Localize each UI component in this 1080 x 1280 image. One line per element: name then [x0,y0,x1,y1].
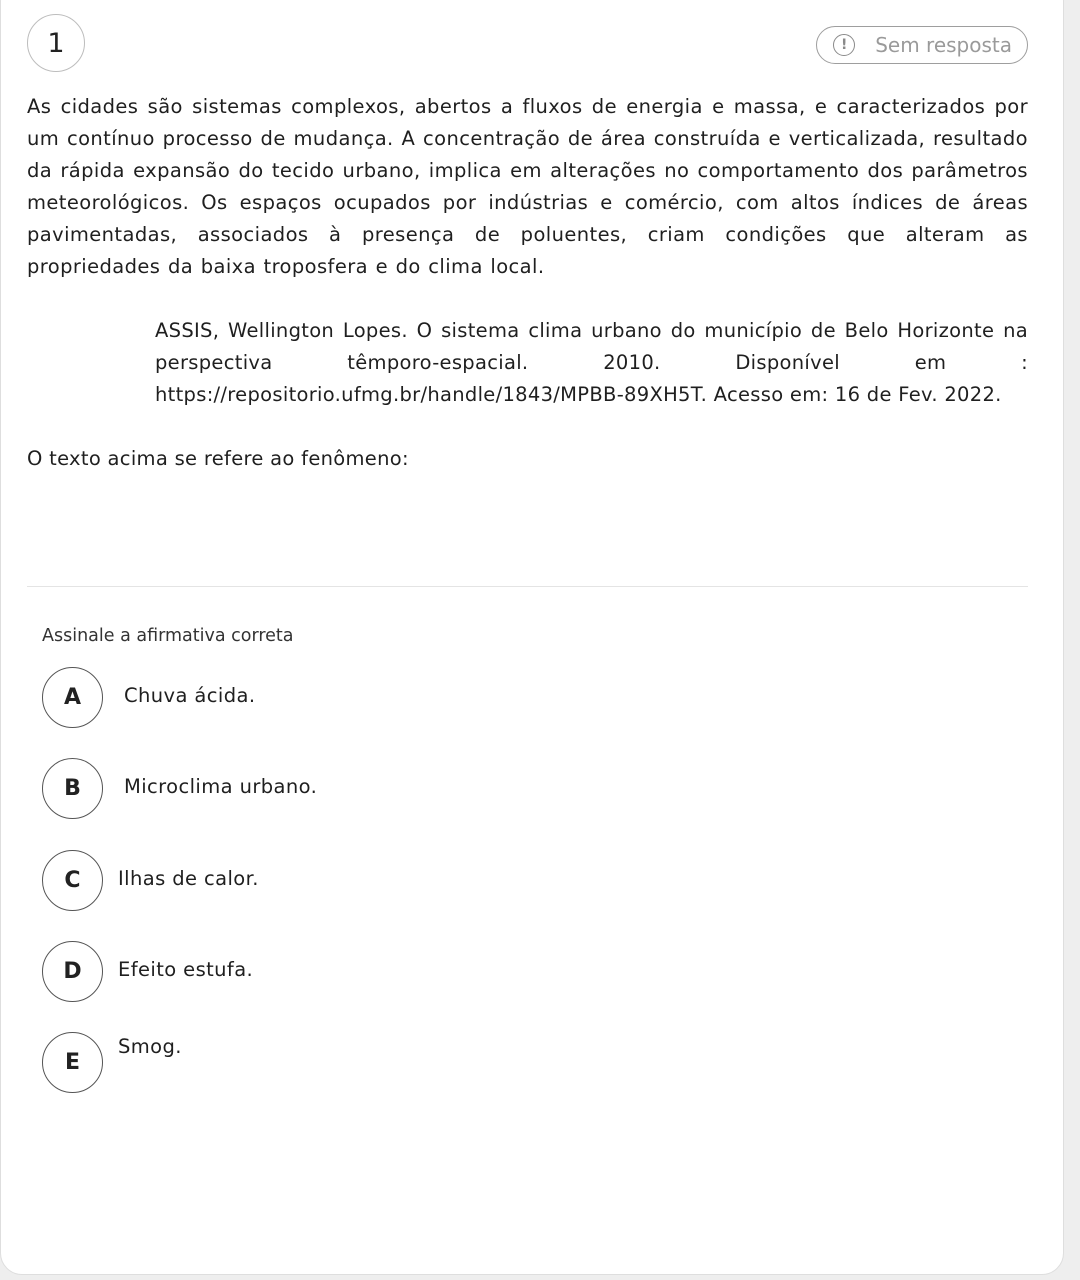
question-number: 1 [27,14,85,72]
status-badge [816,26,1028,64]
option-letter[interactable]: A [42,667,103,728]
option-e[interactable] [42,1032,1028,1093]
question-header [27,1,1028,75]
exclamation-circle-icon: ! [833,34,855,56]
status-label: Sem resposta [875,33,1012,57]
option-c[interactable] [42,850,1028,911]
answer-options [42,667,1028,1093]
option-label[interactable]: Microclima urbano. [124,775,318,798]
option-label[interactable]: Chuva ácida. [124,684,256,707]
question-content [27,1,1028,1123]
question-citation: ASSIS, Wellington Lopes. O sistema clima urbano do município de Belo Horizonte na perspectiva têmporo-espacial. 2010. Disponível em : https://repositorio.ufmg.br/handle/1843/MPBB-89XH5T. Acesso em: 16 de Fev. 2022. [155,319,1028,406]
option-a[interactable] [42,667,1028,728]
divider [27,586,1028,587]
question-text: As cidades são sistemas complexos, abertos a fluxos de energia e massa, e caracterizados por um contínuo processo de mudança. A concentração de área construída e verticalizada, resultado da rápida expansão do tecido urbano, implica em alterações no comportamento dos parâmetros meteorológicos. Os espaços ocupados por indústrias e comércio, com altos índices de áreas pavimentadas, associados à presença de poluentes, criam condições que alteram as propriedades da baixa troposfera e do clima local. [27,95,1028,278]
option-letter[interactable]: C [42,850,103,911]
option-label[interactable]: Smog. [118,1035,182,1058]
question-prompt: O texto acima se refere ao fenômeno: [27,447,409,470]
option-label[interactable]: Ilhas de calor. [118,867,259,890]
option-label[interactable]: Efeito estufa. [118,958,254,981]
option-b[interactable] [42,758,1028,819]
option-letter[interactable]: D [42,941,103,1002]
option-d[interactable] [42,941,1028,1002]
option-letter[interactable]: E [42,1032,103,1093]
answer-instruction: Assinale a afirmativa correta [42,626,294,646]
option-letter[interactable]: B [42,758,103,819]
